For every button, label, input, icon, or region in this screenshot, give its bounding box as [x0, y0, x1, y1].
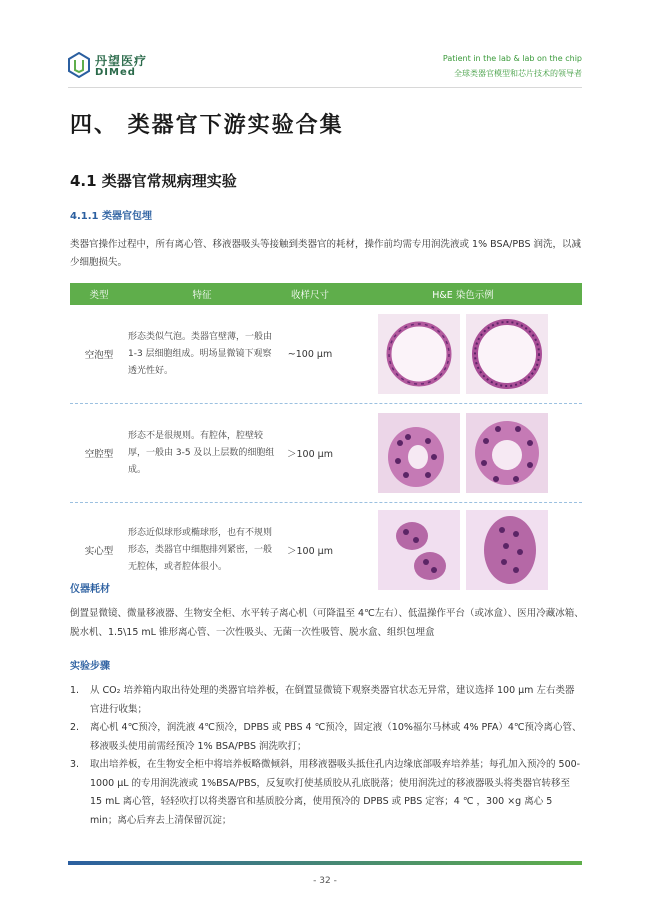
table-row [70, 305, 582, 404]
materials-text: 倒置显微镜、微量移液器、生物安全柜、水平转子离心机（可降温至 4℃左右）、低温操作平台（或冰盒）、医用冷藏冰箱、脱水机、1.5\15 mL 锥形离心管、一次性吸头、无菌一次性吸管、脱水盒、组织包埋盒 [70, 608, 584, 638]
organoid-type-table [70, 283, 582, 597]
list-item [70, 756, 582, 830]
intro-paragraph: 类器官操作过程中，所有离心管、移液器吸头等接触到类器官的耗材，操作前均需专用润洗液或 1% BSA/PBS 润洗，以减少细胞损失。 [70, 239, 581, 268]
cell-type: 实心型 [84, 546, 114, 557]
step-number: 1. [70, 685, 80, 696]
header-size: 收样尺寸 [290, 290, 329, 301]
materials-label: 仪器耗材 [70, 584, 110, 595]
cell-feature: 形态不是很规则。有腔体，腔壁较厚，一般由 3-5 及以上层数的细胞组成。 [128, 430, 275, 475]
dimed-logo-icon [68, 52, 90, 78]
subsection-title: 4.1.1 类器官包埋 [70, 211, 152, 222]
he-stain-image [466, 510, 548, 590]
he-stain-image [378, 510, 460, 590]
cell-type: 空泡型 [84, 350, 114, 361]
cell-size: ＞100 μm [287, 546, 333, 557]
chapter-title: 四、 类器官下游实验合集 [70, 113, 344, 138]
tagline-cn: 全球类器官模型和芯片技术的领导者 [454, 69, 582, 78]
list-item [70, 719, 582, 756]
he-images [344, 510, 582, 590]
step-number: 2. [70, 722, 80, 733]
cell-feature: 形态近似球形或椭球形，也有不规则形态，类器官中细胞排列紧密，一般无腔体，或者腔体很小。 [128, 527, 273, 572]
header-feature: 特征 [192, 290, 212, 301]
procedure-label: 实验步骤 [70, 661, 110, 672]
header-type: 类型 [89, 290, 109, 301]
cell-size: ~100 μm [287, 348, 333, 360]
tagline-en: Patient in the lab & lab on the chip [442, 54, 582, 63]
step-text: 取出培养板，在生物安全柜中将培养板略微倾斜，用移液器吸头抵住孔内边缘底部吸弃培养基；每孔加入预冷的 500-1000 μL 的专用润洗液或 1%BSA/PBS，反复吹打使基质胶从孔底脱落；使用润洗过的移液器吸头将类器官转移至 15 mL 离心管，轻轻吹打以将类器官和基质胶分离，使用预冷的 DPBS 或 PBS 定容；4 ℃ ，300 ×g 离心 5 min；离心后弃去上清保留沉淀； [90, 759, 581, 826]
cell-size: ＞100 μm [287, 449, 333, 460]
cell-feature: 形态类似气泡。类器官壁薄，一般由 1-3 层细胞组成。明场显微镜下观察透光性好。 [128, 331, 273, 376]
he-images [344, 413, 582, 493]
he-stain-image [378, 413, 460, 493]
header-he-example: H&E 染色示例 [432, 290, 494, 301]
table-row [70, 404, 582, 503]
step-number: 3. [70, 759, 80, 770]
logo-text-en: DIMed [95, 67, 136, 78]
step-text: 离心机 4℃预冷，润洗液 4℃预冷，DPBS 或 PBS 4 ℃预冷，固定液（10%福尔马林或 4% PFA）4℃预冷离心管、移液吸头使用前需经预冷 1% BSA/PBS 润洗吹打； [90, 722, 582, 752]
cell-type: 空腔型 [84, 449, 114, 460]
he-images [344, 314, 582, 394]
step-text: 从 CO₂ 培养箱内取出待处理的类器官培养板，在倒置显微镜下观察类器官状态无异常，建议选择 100 μm 左右类器官进行收集； [90, 685, 575, 715]
he-stain-image [378, 314, 460, 394]
footer-bar [68, 861, 582, 865]
page-number: - 32 - [313, 876, 337, 886]
table-row [70, 503, 582, 597]
he-stain-image [466, 413, 548, 493]
section-title: 4.1 类器官常规病理实验 [70, 172, 237, 190]
table-header [70, 283, 582, 305]
procedure-steps [70, 682, 582, 830]
logo-text-cn: 丹望医疗 [95, 54, 148, 68]
list-item [70, 682, 582, 719]
header-divider [68, 87, 582, 88]
he-stain-image [466, 314, 548, 394]
